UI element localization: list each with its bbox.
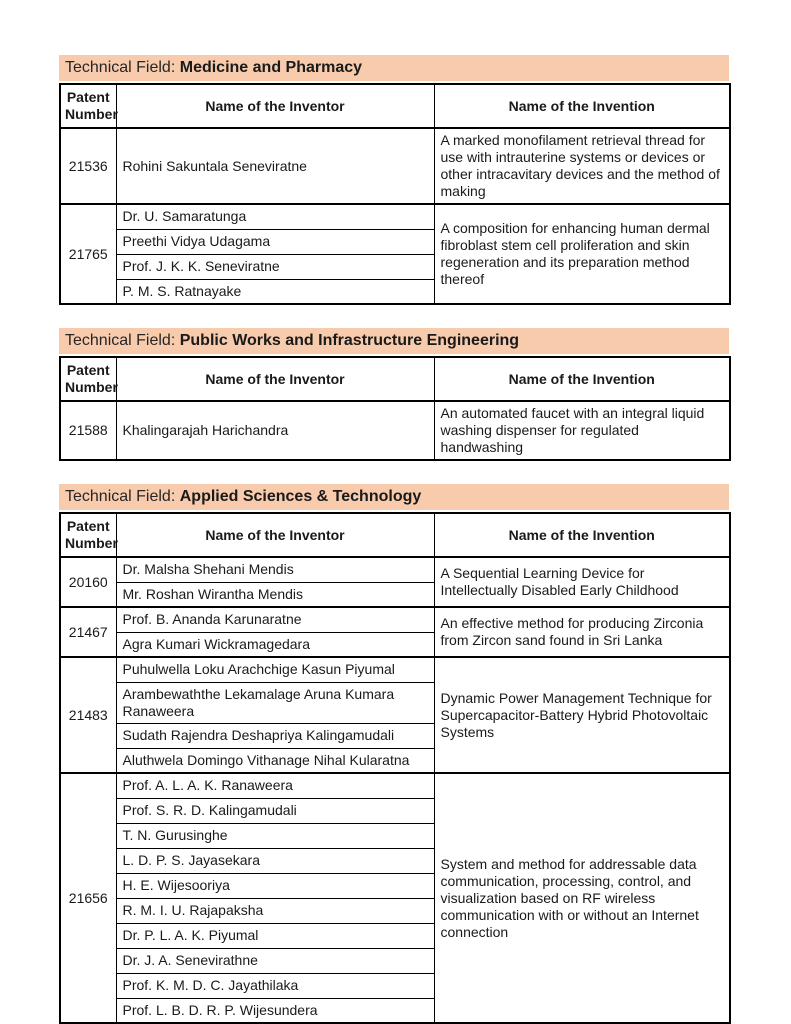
inventor-name-cell: H. E. Wijesooriya: [116, 873, 434, 898]
inventor-name-cell: P. M. S. Ratnayake: [116, 279, 434, 304]
table-row: [60, 607, 730, 632]
patent-table: [59, 356, 731, 461]
table-row: [60, 657, 730, 682]
column-header-inventor: Name of the Inventor: [116, 84, 434, 128]
column-header-patent-number: Patent Number: [60, 84, 116, 128]
section-applied-sciences-and-technology: [59, 484, 729, 1024]
inventor-name-cell: Puhulwella Loku Arachchige Kasun Piyumal: [116, 657, 434, 682]
table-row: [60, 204, 730, 229]
invention-name-cell: A composition for enhancing human dermal fibroblast stem cell proliferation and skin regeneration and its preparation method thereof: [434, 204, 730, 304]
section-title-prefix: Technical Field:: [65, 332, 176, 349]
inventor-name-cell: Dr. U. Samaratunga: [116, 204, 434, 229]
invention-name-cell: An effective method for producing Zirconia from Zircon sand found in Sri Lanka: [434, 607, 730, 657]
patent-number-cell: 21656: [60, 773, 116, 1023]
inventor-name-cell: Dr. J. A. Senevirathne: [116, 948, 434, 973]
table-header-row: [60, 84, 730, 128]
table-row: [60, 401, 730, 460]
inventor-name-cell: Dr. Malsha Shehani Mendis: [116, 557, 434, 582]
table-row: [60, 557, 730, 582]
inventor-name-cell: Agra Kumari Wickramagedara: [116, 632, 434, 657]
inventor-name-cell: Prof. S. R. D. Kalingamudali: [116, 798, 434, 823]
section-title: Applied Sciences & Technology: [179, 488, 422, 505]
section-title-bar: [59, 328, 729, 354]
inventor-name-cell: Preethi Vidya Udagama: [116, 229, 434, 254]
section-title: Public Works and Infrastructure Engineering: [179, 332, 520, 349]
column-header-patent-number: Patent Number: [60, 513, 116, 557]
section-medicine-and-pharmacy: [59, 55, 729, 305]
invention-name-cell: A Sequential Learning Device for Intellectually Disabled Early Childhood: [434, 557, 730, 607]
column-header-invention: Name of the Invention: [434, 357, 730, 401]
inventor-name-cell: Khalingarajah Harichandra: [116, 401, 434, 460]
column-header-invention: Name of the Invention: [434, 513, 730, 557]
table-row: [60, 128, 730, 204]
inventor-name-cell: Prof. A. L. A. K. Ranaweera: [116, 773, 434, 798]
inventor-name-cell: R. M. I. U. Rajapaksha: [116, 898, 434, 923]
patent-table: [59, 83, 731, 305]
inventor-name-cell: Mr. Roshan Wirantha Mendis: [116, 582, 434, 607]
inventor-name-cell: Prof. J. K. K. Seneviratne: [116, 254, 434, 279]
inventor-name-cell: Prof. K. M. D. C. Jayathilaka: [116, 973, 434, 998]
patent-number-cell: 21467: [60, 607, 116, 657]
invention-name-cell: System and method for addressable data communication, processing, control, and visualization based on RF wireless communication with or without an Internet connection: [434, 773, 730, 1023]
table-header-row: [60, 513, 730, 557]
inventor-name-cell: Rohini Sakuntala Seneviratne: [116, 128, 434, 204]
patent-number-cell: 20160: [60, 557, 116, 607]
invention-name-cell: An automated faucet with an integral liquid washing dispenser for regulated handwashing: [434, 401, 730, 460]
invention-name-cell: A marked monofilament retrieval thread for use with intrauterine systems or devices or other intracavitary devices and the method of making: [434, 128, 730, 204]
inventor-name-cell: Arambewaththe Lekamalage Aruna Kumara Ranaweera: [116, 682, 434, 723]
patent-number-cell: 21536: [60, 128, 116, 204]
section-title-prefix: Technical Field:: [65, 488, 176, 505]
column-header-invention: Name of the Invention: [434, 84, 730, 128]
section-title-bar: [59, 484, 729, 510]
inventor-name-cell: Sudath Rajendra Deshapriya Kalingamudali: [116, 723, 434, 748]
inventor-name-cell: Prof. B. Ananda Karunaratne: [116, 607, 434, 632]
section-public-works-and-infrastructure-engineering: [59, 328, 729, 461]
column-header-patent-number: Patent Number: [60, 357, 116, 401]
table-header-row: [60, 357, 730, 401]
patent-number-cell: 21483: [60, 657, 116, 773]
section-title: Medicine and Pharmacy: [179, 59, 363, 76]
inventor-name-cell: L. D. P. S. Jayasekara: [116, 848, 434, 873]
invention-name-cell: Dynamic Power Management Technique for Supercapacitor-Battery Hybrid Photovoltaic Systems: [434, 657, 730, 773]
column-header-inventor: Name of the Inventor: [116, 513, 434, 557]
patent-table: [59, 512, 731, 1024]
section-title-bar: [59, 55, 729, 81]
table-row: [60, 773, 730, 798]
inventor-name-cell: Prof. L. B. D. R. P. Wijesundera: [116, 998, 434, 1023]
inventor-name-cell: Aluthwela Domingo Vithanage Nihal Kularatna: [116, 748, 434, 773]
patent-number-cell: 21588: [60, 401, 116, 460]
column-header-inventor: Name of the Inventor: [116, 357, 434, 401]
patent-number-cell: 21765: [60, 204, 116, 304]
inventor-name-cell: Dr. P. L. A. K. Piyumal: [116, 923, 434, 948]
inventor-name-cell: T. N. Gurusinghe: [116, 823, 434, 848]
section-title-prefix: Technical Field:: [65, 59, 176, 76]
